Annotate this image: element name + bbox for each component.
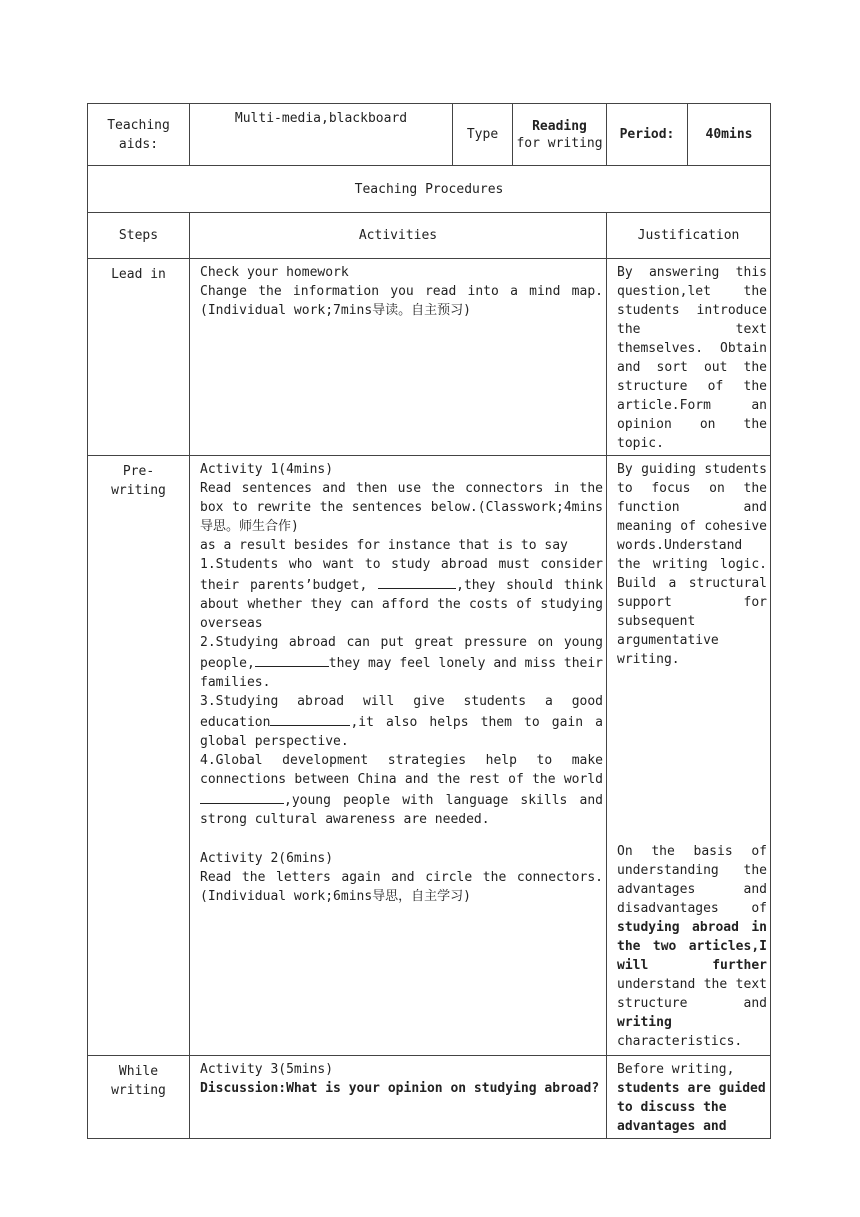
- while-writing-step: While writing: [88, 1056, 190, 1139]
- activity-3-title: Activity 3(5mins): [200, 1062, 334, 1077]
- activity-1-instruction: Read sentences and then use the connectors in the box to rewrite the sentences below.(Classwork;4mins导思。师生合作): [200, 481, 603, 534]
- activities-header: Activities: [190, 213, 607, 259]
- sentence-2: 2.Studying abroad can put great pressure on young people, they may feel lonely and miss their families.: [200, 635, 603, 690]
- pre-writing-justification: [607, 456, 771, 1056]
- steps-header: Steps: [88, 213, 190, 259]
- blank-4[interactable]: [200, 789, 284, 804]
- teaching-aids-label: Teaching aids:: [88, 104, 190, 166]
- spacer: [200, 829, 603, 849]
- lead-in-activities: [190, 259, 607, 456]
- teaching-aids-value: Multi-media,blackboard: [190, 104, 453, 166]
- pre-writing-activities: [190, 456, 607, 1056]
- lead-in-line-2: Change the information you read into a mind map.(Individual work;7mins导读。自主预习): [200, 284, 603, 318]
- header-row: [88, 104, 771, 166]
- column-header-row: [88, 213, 771, 259]
- blank-3[interactable]: [270, 711, 350, 726]
- justification-1: By guiding students to focus on the function and meaning of cohesive words.Understand the writing logic. Build a structural support for subsequent argumentative writing.: [617, 462, 767, 667]
- period-value: 40mins: [688, 104, 771, 166]
- type-value: [513, 104, 607, 166]
- sentence-1: 1.Students who want to study abroad must consider their parents’budget, ,they should think about whether they can afford the costs of studying overseas: [200, 557, 603, 631]
- connectors-box: as a result besides for instance that is to say: [200, 538, 568, 553]
- lead-in-line-1: Check your homework: [200, 265, 349, 280]
- justification-header: Justification: [607, 213, 771, 259]
- justification-2: On the basis of understanding the advantages and disadvantages of studying abroad in the two articles,I will further understand the text structure and writing characteristics.: [617, 844, 767, 1049]
- activity-3-question: Discussion:What is your opinion on studying abroad?: [200, 1081, 600, 1096]
- sentence-4: 4.Global development strategies help to make connections between China and the rest of the world,young people with language skills and strong cultural awareness are needed.: [200, 753, 603, 827]
- while-writing-justification: Before writing, students are guided to discuss the advantages and: [607, 1056, 771, 1139]
- pre-writing-row: [88, 456, 771, 1056]
- lead-in-step: Lead in: [88, 259, 190, 456]
- activity-2-instruction: Read the letters again and circle the connectors.(Individual work;6mins导思，自主学习): [200, 870, 603, 904]
- lead-in-row: [88, 259, 771, 456]
- while-writing-row: [88, 1056, 771, 1139]
- blank-2[interactable]: [255, 652, 329, 667]
- procedures-title-row: [88, 166, 771, 213]
- while-writing-activities: [190, 1056, 607, 1139]
- procedures-title: Teaching Procedures: [88, 166, 771, 213]
- lead-in-justification: By answering this question,let the students introduce the text themselves. Obtain and sort out the structure of the article.Form an opinion on the topic.: [607, 259, 771, 456]
- blank-1[interactable]: [378, 574, 456, 589]
- activity-1-title: Activity 1(4mins): [200, 462, 334, 477]
- sentence-3: 3.Studying abroad will give students a good education ,it also helps them to gain a global perspective.: [200, 694, 603, 749]
- lesson-plan-table: [87, 103, 771, 1139]
- type-value-bold: Reading: [532, 118, 587, 134]
- type-value-rest: for writing: [516, 135, 603, 151]
- activity-2-title: Activity 2(6mins): [200, 851, 334, 866]
- period-label: Period:: [607, 104, 688, 166]
- pre-writing-step: Pre-writing: [88, 456, 190, 1056]
- type-label: Type: [453, 104, 513, 166]
